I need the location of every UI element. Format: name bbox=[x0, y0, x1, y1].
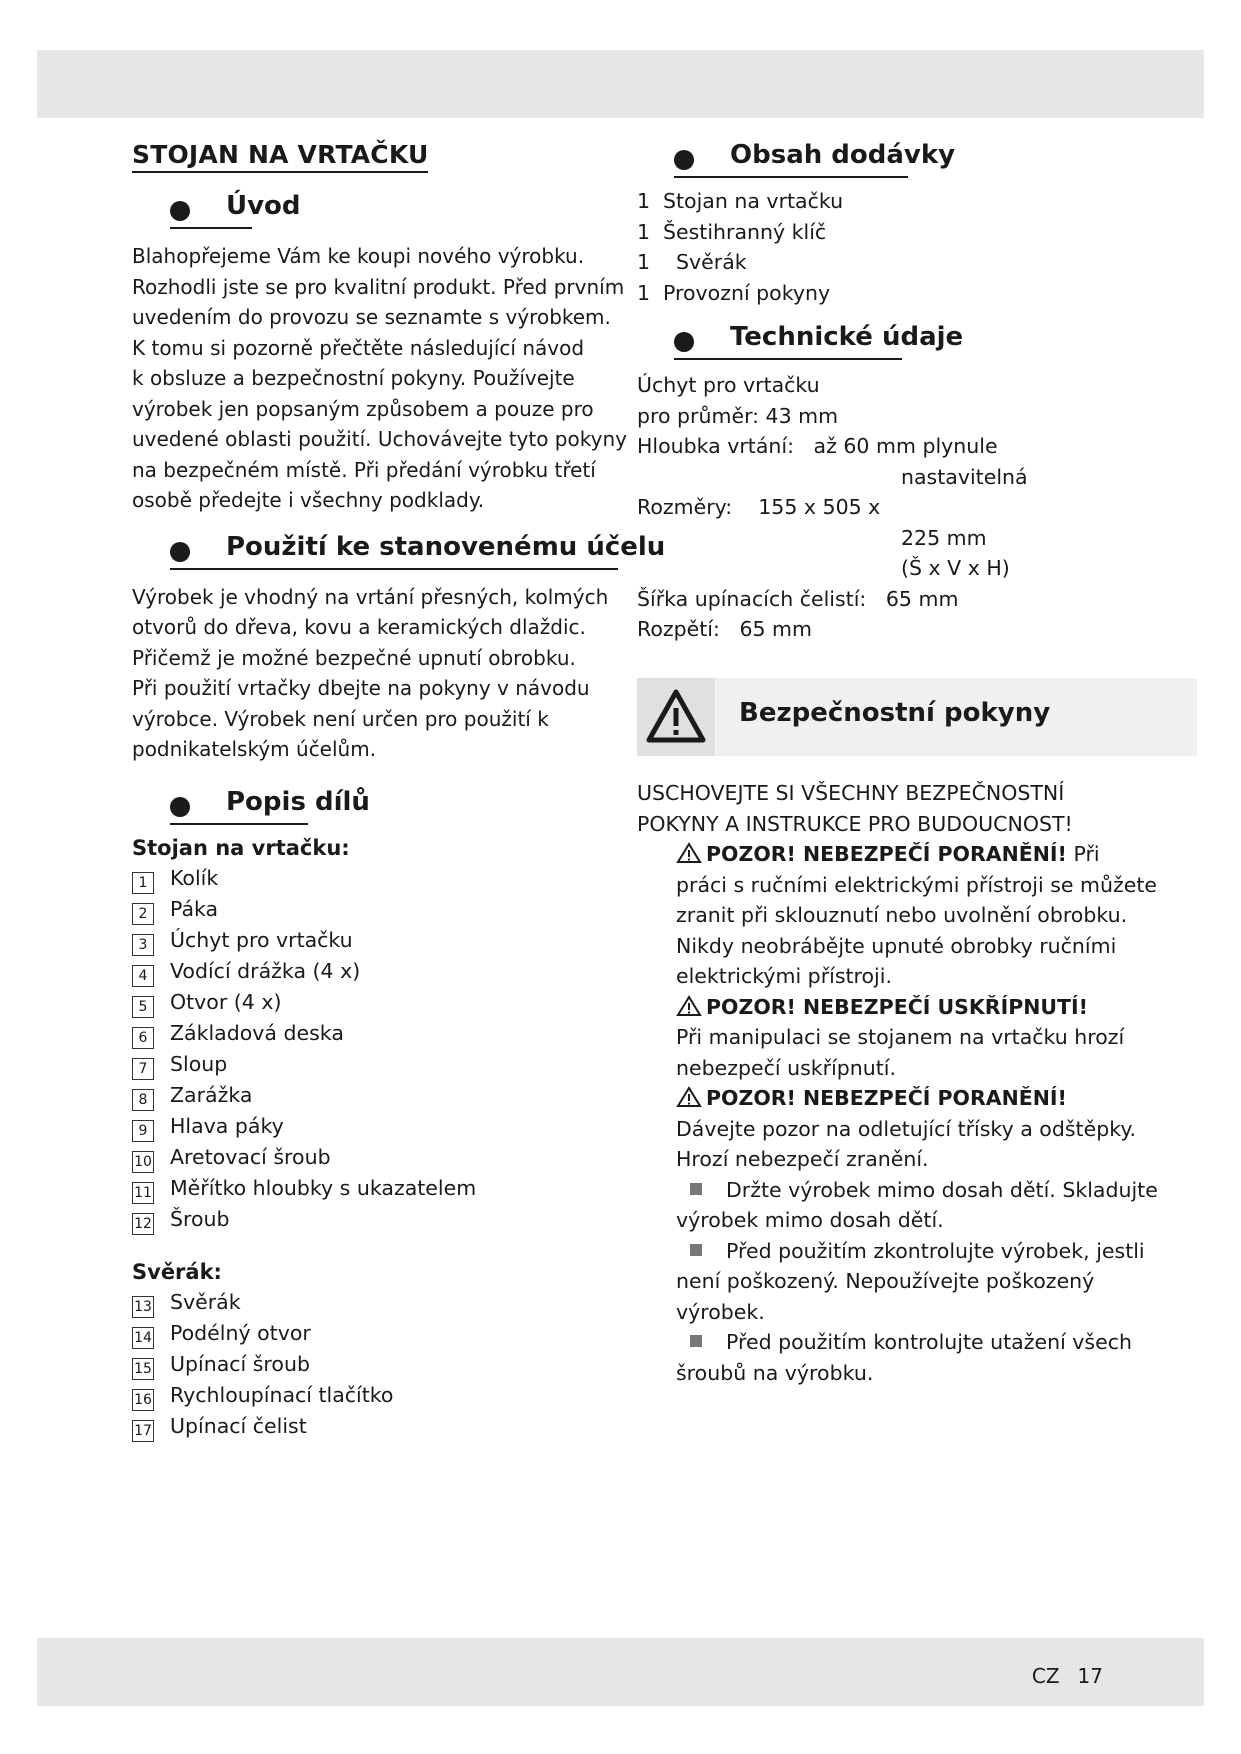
part-label: Upínací šroub bbox=[170, 1351, 310, 1376]
text-line: osobě předejte i všechny podklady. bbox=[132, 488, 485, 512]
stand-parts-list bbox=[132, 863, 632, 1235]
part-label: Podélný otvor bbox=[170, 1320, 311, 1345]
spec-line: Hloubka vrtání: až 60 mm plynule bbox=[637, 434, 998, 458]
part-label: Šroub bbox=[170, 1206, 230, 1231]
warning-title: POZOR! NEBEZPEČÍ PORANĚNÍ! bbox=[706, 842, 1067, 866]
list-item bbox=[132, 894, 632, 925]
intro-paragraph bbox=[132, 241, 632, 516]
bullet-text: Držte výrobek mimo dosah dětí. Skladujte bbox=[726, 1177, 1158, 1202]
warning-injury-1 bbox=[676, 839, 1157, 992]
bullet-dot-icon bbox=[674, 332, 694, 352]
part-label: Vodící drážka (4 x) bbox=[170, 958, 361, 983]
spec-line: pro průměr: 43 mm bbox=[637, 403, 839, 428]
bullet-text: Před použitím zkontrolujte výrobek, jestli bbox=[726, 1238, 1145, 1263]
list-item bbox=[637, 278, 1157, 309]
part-number-badge: 1 bbox=[132, 872, 154, 894]
list-item bbox=[637, 217, 1157, 248]
quantity: 1 bbox=[637, 250, 651, 274]
text-line: uvedené oblasti použití. Uchovávejte tyto pokyny bbox=[132, 427, 627, 451]
warning-text: Dávejte pozor na odletující třísky a odštěpky. bbox=[676, 1116, 1137, 1141]
part-label: Upínací čelist bbox=[170, 1413, 307, 1438]
warning-text: Při manipulaci se stojanem na vrtačku hrozí bbox=[676, 1025, 1125, 1049]
list-item bbox=[132, 1204, 632, 1235]
section-tech-heading bbox=[674, 322, 1157, 368]
part-label: Sloup bbox=[170, 1051, 228, 1076]
bullet-dot-icon bbox=[170, 797, 190, 817]
text-line: k obsluze a bezpečnostní pokyny. Používejte bbox=[132, 366, 575, 390]
page-footer bbox=[1014, 1664, 1103, 1688]
part-number-badge: 9 bbox=[132, 1120, 154, 1142]
part-number-badge: 11 bbox=[132, 1182, 154, 1204]
section-title: Obsah dodávky bbox=[730, 140, 956, 170]
section-title: Použití ke stanovenému účelu bbox=[226, 531, 666, 562]
safety-section bbox=[637, 778, 1157, 1388]
safety-title: Bezpečnostní pokyny bbox=[739, 698, 1051, 728]
list-item bbox=[132, 1142, 632, 1173]
list-item bbox=[132, 987, 632, 1018]
warning-triangle-icon bbox=[637, 678, 715, 756]
part-number-badge: 17 bbox=[132, 1420, 154, 1442]
safety-header-box bbox=[637, 678, 1197, 756]
page-number: 17 bbox=[1077, 1664, 1103, 1688]
text-line: výrobek jen popsaným způsobem a pouze pro bbox=[132, 396, 594, 421]
part-number-badge: 13 bbox=[132, 1296, 154, 1318]
warning-text: Při bbox=[1073, 842, 1100, 866]
part-label: Základová deska bbox=[170, 1020, 344, 1045]
warning-text: Hrozí nebezpečí zranění. bbox=[676, 1147, 929, 1171]
bullet-text: výrobek mimo dosah dětí. bbox=[676, 1208, 944, 1232]
part-number-badge: 6 bbox=[132, 1027, 154, 1049]
stand-subheading: Stojan na vrtačku: bbox=[132, 835, 350, 860]
list-item bbox=[132, 1380, 632, 1411]
bullet-text: Před použitím kontrolujte utažení všech bbox=[726, 1330, 1132, 1354]
text-line: uvedením do provozu se seznamte s výrobkem. bbox=[132, 305, 611, 329]
warning-text: práci s ručními elektrickými přístroji se můžete bbox=[676, 872, 1157, 897]
quantity: 1 bbox=[637, 280, 651, 305]
vise-parts-list bbox=[132, 1287, 632, 1442]
part-label: Zarážka bbox=[170, 1082, 253, 1107]
item-label: Provozní pokyny bbox=[663, 280, 831, 305]
spec-line: Šířka upínacích čelistí: 65 mm bbox=[637, 586, 959, 611]
section-parts-heading bbox=[170, 787, 632, 833]
list-item bbox=[132, 956, 632, 987]
heading-underline bbox=[170, 823, 308, 825]
part-label: Kolík bbox=[170, 865, 219, 890]
bullet-check-screws bbox=[676, 1327, 1157, 1388]
section-title: Úvod bbox=[226, 191, 301, 221]
spec-line: nastavitelná bbox=[901, 464, 1028, 489]
warning-injury-2 bbox=[676, 1083, 1157, 1175]
list-item bbox=[132, 1411, 632, 1442]
warning-title: POZOR! NEBEZPEČÍ PORANĚNÍ! bbox=[706, 1086, 1067, 1110]
warning-text: zranit při sklouznutí nebo uvolnění obrobku. bbox=[676, 903, 1128, 927]
use-paragraph bbox=[132, 582, 632, 765]
heading-underline bbox=[170, 227, 252, 229]
item-label: Stojan na vrtačku bbox=[663, 189, 844, 213]
quantity: 1 bbox=[637, 219, 651, 244]
text-line: otvorů do dřeva, kovu a keramických dlaždic. bbox=[132, 615, 586, 639]
warning-pinch bbox=[676, 992, 1157, 1084]
language-code: CZ bbox=[1031, 1664, 1060, 1688]
part-label: Páka bbox=[170, 896, 219, 921]
list-item bbox=[132, 1287, 632, 1318]
part-number-badge: 12 bbox=[132, 1213, 154, 1235]
square-bullet-icon bbox=[690, 1335, 702, 1347]
square-bullet-icon bbox=[690, 1244, 702, 1256]
part-label: Aretovací šroub bbox=[170, 1144, 331, 1169]
list-item bbox=[132, 925, 632, 956]
part-number-badge: 7 bbox=[132, 1058, 154, 1080]
spec-line: (Š x V x H) bbox=[901, 556, 1010, 580]
part-number-badge: 10 bbox=[132, 1151, 154, 1173]
text-line: Přičemž je možné bezpečné upnutí obrobku. bbox=[132, 645, 576, 670]
list-item bbox=[132, 1049, 632, 1080]
warning-text: elektrickými přístroji. bbox=[676, 964, 892, 988]
header-band bbox=[37, 50, 1204, 118]
part-label: Měřítko hloubky s ukazatelem bbox=[170, 1175, 477, 1200]
square-bullet-icon bbox=[690, 1183, 702, 1195]
bullet-text: není poškozený. Nepoužívejte poškozený bbox=[676, 1269, 1095, 1293]
bullet-dot-icon bbox=[170, 542, 190, 562]
part-label: Otvor (4 x) bbox=[170, 989, 282, 1014]
text-line: podnikatelským účelům. bbox=[132, 737, 377, 761]
part-number-badge: 15 bbox=[132, 1358, 154, 1380]
bullet-dot-icon bbox=[674, 150, 694, 170]
bullet-check-product bbox=[676, 1236, 1157, 1328]
text-line: Rozhodli jste se pro kvalitní produkt. Před prvním bbox=[132, 274, 625, 299]
warning-text: Nikdy neobrábějte upnuté obrobky ručními bbox=[676, 933, 1117, 958]
keep-instructions-line: USCHOVEJTE SI VŠECHNY BEZPEČNOSTNÍ bbox=[637, 781, 1065, 805]
list-item bbox=[132, 1318, 632, 1349]
bullet-text: výrobek. bbox=[676, 1299, 765, 1324]
list-item bbox=[132, 1018, 632, 1049]
part-label: Svěrák bbox=[170, 1289, 241, 1314]
warning-small-icon bbox=[676, 842, 702, 864]
part-label: Rychloupínací tlačítko bbox=[170, 1382, 394, 1407]
warning-text: nebezpečí uskřípnutí. bbox=[676, 1055, 897, 1080]
list-item bbox=[132, 1173, 632, 1204]
text-line: Blahopřejeme Vám ke koupi nového výrobku. bbox=[132, 244, 585, 268]
text-line: Při použití vrtačky dbejte na pokyny v návodu bbox=[132, 676, 590, 700]
section-title: Popis dílů bbox=[226, 786, 370, 817]
bullet-dot-icon bbox=[170, 201, 190, 221]
section-use-heading bbox=[170, 531, 666, 578]
heading-underline bbox=[170, 568, 618, 570]
section-intro-heading bbox=[170, 191, 632, 237]
part-label: Hlava páky bbox=[170, 1113, 284, 1138]
warning-title: POZOR! NEBEZPEČÍ USKŘÍPNUTÍ! bbox=[706, 994, 1089, 1019]
tech-specs bbox=[637, 370, 1157, 645]
right-column bbox=[637, 140, 1157, 645]
spec-line: Rozpětí: 65 mm bbox=[637, 617, 812, 641]
keep-instructions-line: POKYNY A INSTRUKCE PRO BUDOUCNOST! bbox=[637, 811, 1073, 836]
warning-small-icon bbox=[676, 1086, 702, 1108]
part-number-badge: 4 bbox=[132, 965, 154, 987]
part-number-badge: 14 bbox=[132, 1327, 154, 1349]
bullet-children bbox=[676, 1175, 1157, 1236]
list-item bbox=[132, 1080, 632, 1111]
list-item bbox=[132, 863, 632, 894]
bullet-text: šroubů na výrobku. bbox=[676, 1360, 874, 1385]
warning-small-icon bbox=[676, 995, 702, 1017]
list-item bbox=[132, 1111, 632, 1142]
part-number-badge: 2 bbox=[132, 903, 154, 925]
spec-line: 225 mm bbox=[901, 525, 987, 550]
heading-underline bbox=[674, 176, 908, 178]
text-line: na bezpečném místě. Při předání výrobku třetí bbox=[132, 457, 596, 482]
text-line: K tomu si pozorně přečtěte následující návod bbox=[132, 335, 585, 360]
list-item bbox=[637, 247, 1157, 278]
heading-underline bbox=[674, 358, 902, 360]
item-label: Šestihranný klíč bbox=[663, 219, 827, 244]
part-number-badge: 3 bbox=[132, 934, 154, 956]
left-column bbox=[132, 140, 666, 1442]
text-line: Výrobek je vhodný na vrtání přesných, kolmých bbox=[132, 584, 609, 609]
list-item bbox=[637, 186, 1157, 217]
section-title: Technické údaje bbox=[730, 322, 964, 352]
part-number-badge: 8 bbox=[132, 1089, 154, 1111]
part-label: Úchyt pro vrtačku bbox=[170, 927, 353, 952]
vise-subheading: Svěrák: bbox=[132, 1259, 222, 1284]
item-label: Svěrák bbox=[663, 250, 747, 274]
quantity: 1 bbox=[637, 189, 651, 213]
list-item bbox=[132, 1349, 632, 1380]
text-line: výrobce. Výrobek není určen pro použití k bbox=[132, 706, 549, 731]
part-number-badge: 16 bbox=[132, 1389, 154, 1411]
spec-line: Úchyt pro vrtačku bbox=[637, 373, 820, 397]
section-contents-heading bbox=[674, 140, 1157, 186]
contents-list bbox=[637, 186, 1157, 308]
spec-line: Rozměry: 155 x 505 x bbox=[637, 495, 881, 519]
page-title: STOJAN NA VRTAČKU bbox=[132, 140, 428, 173]
part-number-badge: 5 bbox=[132, 996, 154, 1018]
